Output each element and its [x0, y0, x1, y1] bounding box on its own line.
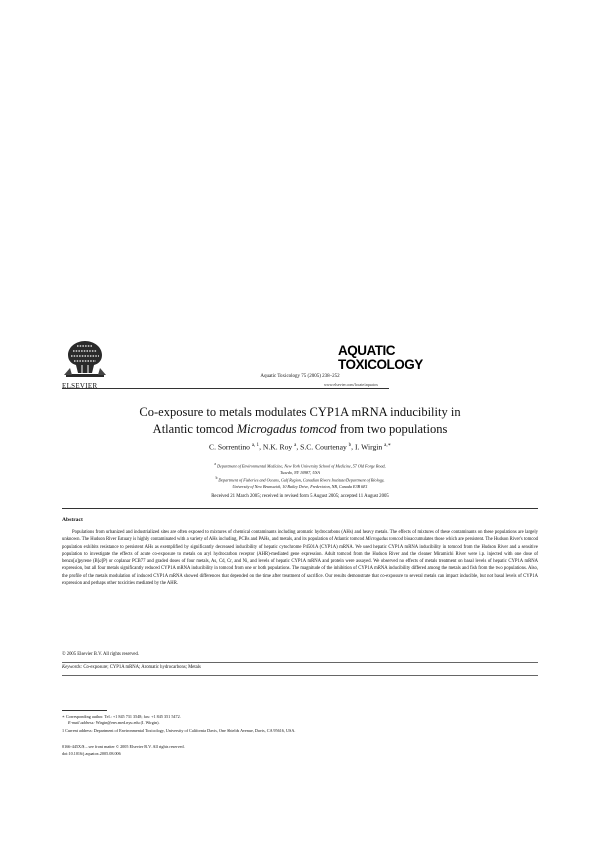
author-affiliation-mark[interactable]: b: [348, 443, 352, 448]
journal-citation: Aquatic Toxicology 75 (2005) 238–252: [260, 374, 340, 379]
header-rule: [62, 388, 389, 389]
affiliation-mark: b: [215, 476, 218, 480]
keywords-rule-bottom: [62, 675, 538, 676]
author-affiliation-mark[interactable]: a: [294, 443, 297, 448]
keywords-label: Keywords:: [62, 665, 83, 670]
title-text-end: from two populations: [336, 422, 448, 436]
footnote-corresponding-author: ∗ Corresponding author. Tel.: +1 845 731 3548; fax: +1 845 351 5472.: [62, 714, 181, 719]
abstract-text: bioaccumulates those which are persistent. The Hudson River's tomcod population exhibits resistance to persistent AHs as exemplified by significantly decreased inducibility of hepatic cytochrome P4501A (CYP1A) mRNA. We used hepatic CYP1A mRNA inducibility in tomcod from the Hudson River and a sensitive population to investigate the effects of acute co-exposure to metals on aryl hydrocarbon receptor (AHR)-mediated gene expression. Adult tomcod from the Hudson River and the cleaner Miramichi River were i.p. injected with one dose of benzo[: [62, 537, 539, 564]
affiliation-b: [132, 475, 468, 490]
journal-logo-line1: AQUATIC: [338, 343, 395, 358]
keywords-rule-top: [62, 662, 538, 663]
affiliation-line: Department of Fisheries and Oceans, Gulf Region, Canadian Rivers Institute/Department of Biology,: [218, 477, 385, 483]
abstract-body: [62, 529, 538, 587]
author-name: S.C. Courtenay: [300, 442, 347, 452]
abstract-italic-a: a: [74, 559, 78, 564]
copyright-notice: © 2005 Elsevier B.V. All rights reserved.: [62, 652, 140, 657]
abstract-italic-a: a: [99, 559, 102, 564]
section-rule: [62, 508, 538, 509]
footnote-email: [68, 720, 544, 726]
article-dates: Received 21 March 2005; received in revised form 5 August 2005; accepted 11 August 2005: [211, 494, 389, 499]
issn-line: 0166-445X/$ – see front matter © 2005 Elsevier B.V. All rights reserved.: [62, 744, 185, 749]
title-line-1: Co-exposure to metals modulates CYP1A mRNA inducibility in: [139, 405, 461, 419]
email-address-link[interactable]: Wirgin@env.med.nyu.edu (I. Wirgin).: [94, 720, 160, 725]
author-list: C. Sorrentino $^{a, 1}$, N.K. Roy $^a$, S.C. Courtenay $^b$, I. Wirgin $^{a,∗}$: [209, 442, 391, 452]
author-name: N.K. Roy: [262, 442, 293, 452]
footnote-current-address: 1 Current address: Department of Environmental Toxicology, University of California Davis, One Shields Avenue, Davis, CA 95616, USA.: [62, 728, 296, 733]
abstract-species: Microgadus tomcod: [365, 537, 403, 543]
author-affiliation-mark[interactable]: a,∗: [384, 443, 391, 448]
abstract-text: ]pyrene (B[: [77, 559, 100, 564]
affiliation-a: [132, 461, 468, 476]
author-affiliation-mark[interactable]: a, 1: [251, 443, 260, 448]
affiliation-line: Department of Environmental Medicine, New York University School of Medicine, 57 Old Forge Road,: [217, 463, 386, 469]
affiliation-mark: a: [214, 462, 217, 466]
affiliation-line: University of New Brunswick, 10 Bailey Drive, Fredericton, NB, Canada E3B 6E1: [232, 483, 368, 489]
publisher-name: ELSEVIER: [62, 382, 98, 390]
doi-link[interactable]: doi:10.1016/j.aquatox.2005.08.006: [62, 751, 121, 756]
article-title: [62, 404, 538, 438]
title-line-2: [62, 421, 538, 438]
author-name: I. Wirgin: [354, 442, 383, 452]
keywords: [62, 665, 201, 670]
elsevier-tree-logo: [62, 337, 108, 379]
footnote-rule: [62, 710, 107, 711]
keywords-text: Co-exposure; CYP1A mRNA; Aromatic hydrocarbons; Metals: [82, 665, 201, 670]
title-text: Atlantic tomcod: [152, 422, 237, 436]
journal-logo-line2: TOXICOLOGY: [338, 357, 423, 372]
author-name: C. Sorrentino: [209, 442, 250, 452]
title-species: Microgadus tomcod: [236, 422, 337, 436]
abstract-text: Populations from urbanized and industrialized sites are often exposed to mixtures of chemical contaminants including aromatic hydrocarbons (AHs) and heavy metals. The effects of mixtures of these contaminants on these populations are largely unknown. The Hudson River Estuary is highly contaminated with a variety of AHs including, PCBs and PAHs, and metals, and its population of Atlantic tomcod: [62, 530, 538, 543]
journal-url[interactable]: www.elsevier.com/locate/aquatox: [324, 382, 378, 387]
affiliation-line: Tuxedo, NY 10987, USA: [280, 469, 320, 475]
abstract-heading: Abstract: [62, 517, 83, 523]
journal-logo: [338, 343, 423, 372]
email-label: E-mail address:: [68, 720, 95, 725]
abstract-text: ]P) or coplanar PCB77 and graded doses of four metals, As, Cd, Cr, and Ni, and levels of hepatic CYP1A mRNA and protein were assayed. We observed no effects of metals treatment on basal levels of hepatic CYP1A mRNA expression, but all four metals significantly reduced CYP1A mRNA inducibility in tomcod from one or both populations. The magnitude of the inhibition of CYP1A mRNA inducibility differed among the metals and fish from the two populations. Also, the profile of the metals modulation of induced CYP1A mRNA showed differences that depended on the time after treatment of sacrifice. Our results demonstrate that co-exposure to several metals can impact inducible, but not basal levels of CYP1A expression and perhaps other toxicities mediated by the AHR.: [62, 559, 538, 586]
